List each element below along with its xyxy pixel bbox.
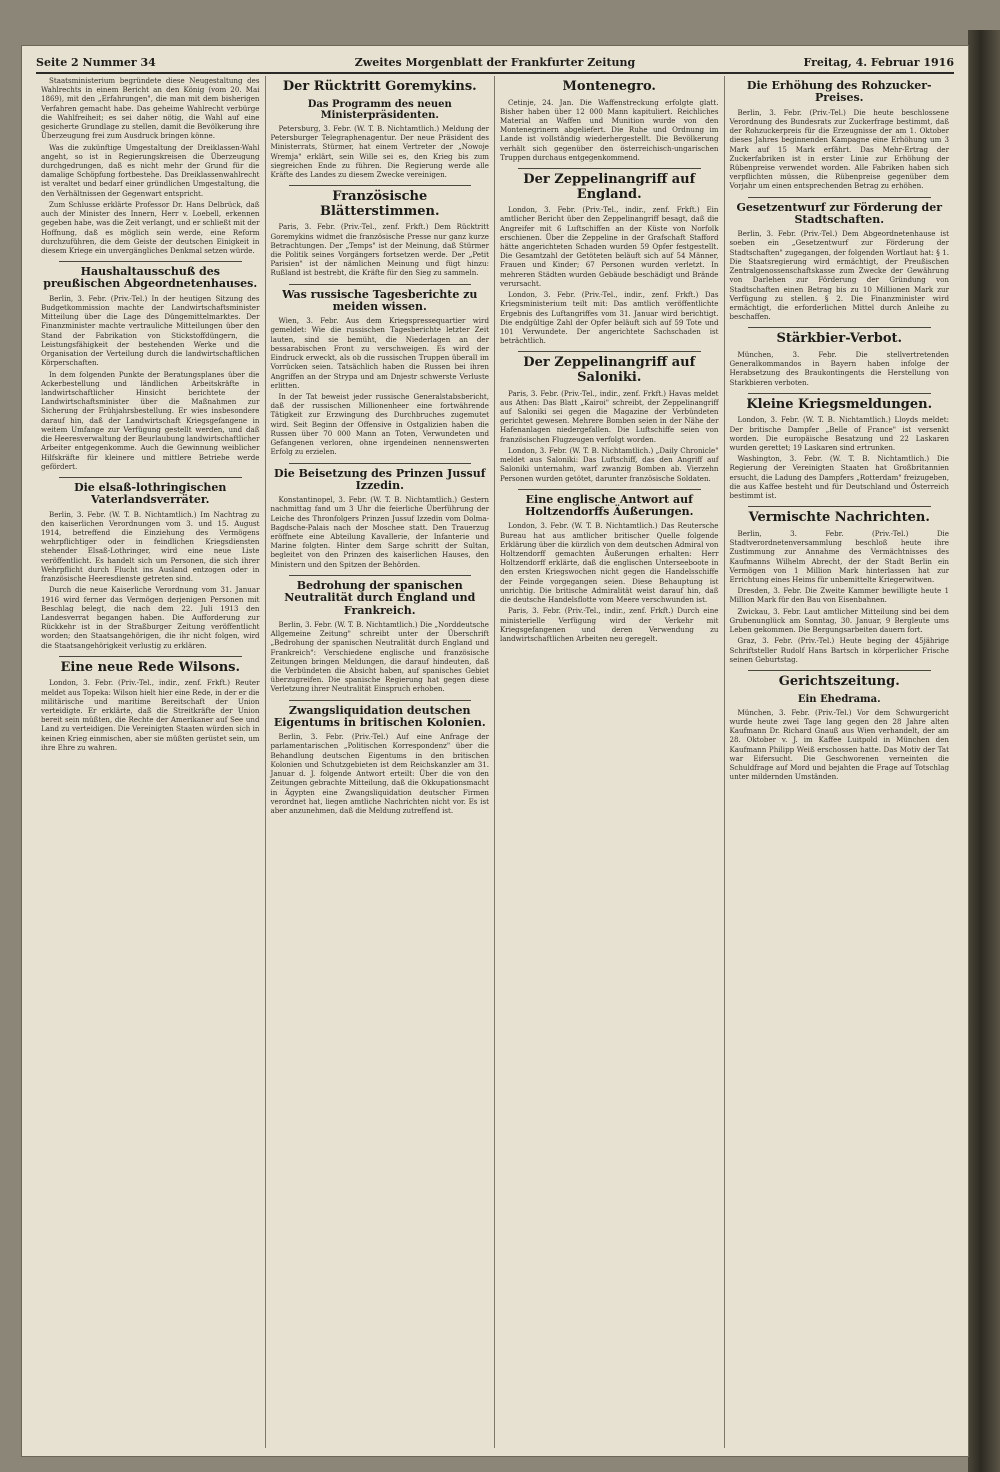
article-paragraph: Paris, 3. Febr. (Priv.-Tel., zenf. Frkft.) Dem Rücktritt Goremykins widmet die französische Presse nur ganz kurze Betrachtungen. Der „Temps" ist der Meinung, daß Stürmer die Politik seines Vorgängers fortsetzen werde. Der „Petit Parisien" ist der nämlichen Meinung und fügt hinzu: Rußland ist bestrebt, die Kräfte für den Sieg zu sammeln. [270,222,489,278]
article-paragraph: Berlin, 3. Febr. (Priv.-Tel.) Die Stadtverordnetenversammlung beschloß heute ihre Zustimmung zur Annahme des Vermächtnisses des Kaufmanns Wilhelm Abrecht, der der Stadt Berlin ein Vermögen von 1 Million Mark hinterlassen hat zur Errichtung eines Heims für unbemittelte Kriegerwitwen. [729,528,949,584]
column-3 [495,76,725,1448]
article-subheadline: Ein Ehedrama. [797,693,881,705]
article-paragraph: Paris, 3. Febr. (Priv.-Tel., indir., zenf. Frkft.) Havas meldet aus Athen: Das Blatt „Kairoi" schreibt, der Zeppelinangriff auf Saloniki sei gegen die Magazine der Verbündeten gerichtet gewesen. Mehrere Bomben seien in der Nähe der Hafenanlagen niedergefallen. Die Luftschiffe seien von französischen Flugzeugen verfolgt worden. [500,388,719,444]
article [730,670,950,781]
article-paragraph: Cetinje, 24. Jan. Die Waffenstreckung erfolgte glatt. Bisher haben über 12 000 Mann kapituliert. Reichliches Material an Waffen und Munition wurde von den Montenegrinern abgeliefert. Die Ruhe und Ordnung im Lande ist vollständig wiederhergestellt. Die Bevölkerung verhält sich gegenüber den österreichisch-ungarischen Truppen durchaus entgegenkommend. [500,97,719,162]
article-headline: Französische Blätterstimmen. [319,189,440,219]
article [500,80,719,162]
article [41,477,260,650]
article-paragraph: Zwickau, 3. Febr. Laut amtlicher Mitteilung sind bei dem Grubenunglück am Sonntag, 30. Januar, 9 Bergleute ums Leben gekommen. Die Bergungsarbeiten dauern fort. [729,606,949,635]
article-paragraph: München, 3. Febr. Die stellvertretenden Generalkommandos in Bayern haben infolge der Herabsetzung des Braukontingents die Herstellung von Starkbieren verboten. [729,349,949,387]
article-paragraph: Was die zukünftige Umgestaltung der Dreiklassen-Wahl angeht, so ist in Regierungskreisen die Überzeugung durchgedrungen, daß es nicht mehr der Grund für die damalige Schöpfung fortbestehe. Das Dreiklassenwahlrecht ist veraltet und bedarf einer gründlichen Umgestaltung, die den Verhältnissen der Gegenwart entspricht. [41,142,260,198]
article-divider [518,489,701,490]
article-headline: Die elsaß-lothringischen Vaterlandsverräter. [74,480,227,507]
article [730,197,950,322]
article-paragraph: Wien, 3. Febr. Aus dem Kriegspressequartier wird gemeldet: Wie die russischen Tagesberichte letzter Zeit lauten, sind sie bemüht, die Niederlagen an der bessarabischen Front zu verschweigen. Es wird der Eindruck erweckt, als ob die russischen Truppen überall im Vorrücken seien. Tatsächlich haben die Russen bei ihren Angriffen an der Strypa und am Dnjestr schwerste Verluste erlitten. [270,316,489,390]
article-paragraph: Paris, 3. Febr. (Priv.-Tel., indir., zenf. Frkft.) Durch eine ministerielle Verfügung wird der Verkehr mit Kriegsgefangenen und deren Verwendung zu landwirtschaftlichen Arbeiten neu geregelt. [500,606,719,643]
article-divider [289,700,472,701]
article-paragraph: London, 3. Febr. (Priv.-Tel., indir., zenf. Frkft.) Reuter meldet aus Topeka: Wilson hielt hier eine Rede, in der er die militärische und maritime Bereitschaft der Union verteidigte. Er erklärte, daß die Streitkräfte der Union bereit sein müßten, die Rechte der Amerikaner auf See und Land zu verteidigen. Die Vereinigten Staaten würden sich in keinen Krieg einmischen, aber sie müßten gerüstet sein, um ihre Ehre zu wahren. [41,678,260,752]
article-paragraph: Konstantinopel, 3. Febr. (W. T. B. Nichtamtlich.) Gestern nachmittag fand um 3 Uhr die feierliche Überführung der Leiche des Thronfolgers Prinzen Jussuf Izzedin vom Dolma-Bagdsche-Palais nach der Moschee statt. Den Trauerzug eröffnete eine Abteilung Kavallerie, der Infanterie und Marine folgten. Hinter dem Sarge schritt der Sultan, begleitet von den Prinzen des kaiserlichen Hauses, den Ministern und den Spitzen der Behörden. [270,495,489,569]
article-headline: Bedrohung der spanischen Neutralität durch England und Frankreich. [284,578,476,617]
article [41,76,260,255]
article-paragraph: Staatsministerium begründete diese Neugestaltung des Wahlrechts in einem Bericht an den König (vom 20. Mai 1869), mit den „Erfahrungen", die man mit dem bisherigen Verfahren gemacht habe. Das geheime Wahlrecht verbürge die Wahlfreiheit; es sei daher nötig, die Wahl auf eine gesicherte Grundlage zu stellen, damit die Bevölkerung ihre Überzeugung frei zum Ausdruck bringen könne. [41,76,260,141]
article-divider [59,261,242,262]
article [271,284,490,457]
article-paragraph: London, 3. Febr. (W. T. B. Nichtamtlich.) „Daily Chronicle" meldet aus Saloniki: Das Luftschiff, das den Angriff auf Saloniki unternahm, warf zwanzig Bomben ab. Vierzehn Personen wurden getötet, darunter französische Soldaten. [500,445,719,483]
article-divider [748,327,932,328]
article-subheadline: Das Programm des neuen Ministerpräsidenten. [307,98,452,121]
article-headline: Haushaltausschuß des preußischen Abgeordnetenhauses. [43,265,258,291]
article-divider [289,284,472,285]
article [500,489,719,643]
page-number: Seite 2 Nummer 34 [36,56,156,69]
article-paragraph: London, 3. Febr. (Priv.-Tel., indir., zenf. Frkft.) Das Kriegsministerium teilt mit: Das amtlich veröffentlichte Ergebnis des Luftangriffes vom 31. Januar wird berichtigt. Die endgültige Zahl der Opfer beläuft sich auf 59 Tote und 101 Verwundete. Der angerichtete Sachschaden ist beträchtlich. [500,290,719,346]
article-headline: Der Rücktritt Goremykins. [282,79,477,94]
article-headline: Der Zeppelinangriff auf England. [523,172,696,202]
article-paragraph: München, 3. Febr. (Priv.-Tel.) Vor dem Schwurgericht wurde heute zwei Tage lang gegen den 28 Jahre alten Kaufmann Dr. Richard Gnauß aus Wien verhandelt, der am 28. Oktober v. J. im Kaffee Luitpold in München den Kaufmann Philipp Weiß erschossen hatte. Das Motiv der Tat war Eifersucht. Die Geschworenen verneinten die Schuldfrage auf Mord und bejahten die Frage auf Totschlag unter mildernden Umständen. [729,707,949,782]
article-paragraph: In der Tat beweist jeder russische Generalstabsbericht, daß der russischen Millionenheer eine fortwährende Tätigkeit zur Erzwingung des Durchbruches zugemutet wird. Seit Beginn der Offensive in Ostgalizien haben die Russen über 70 000 Mann an Toten, Verwundeten und Gefangenen verloren, ohne irgendeinen nennenswerten Erfolg zu erzielen. [270,392,489,457]
article [271,575,490,694]
article-divider [518,168,701,169]
article-divider [289,463,472,464]
article-paragraph: Petersburg, 3. Febr. (W. T. B. Nichtamtlich.) Meldung der Petersburger Telegraphenagentur. Der neue Präsident des Ministerrats, Stürmer, hat einem Vertreter der „Nowoje Wremja" erklärt, sein Wille sei es, den Krieg bis zum siegreichen Ende zu führen. Die Regierung werde alle Kräfte des Landes zu diesem Zwecke vereinigen. [270,123,489,180]
book-binding-edge [968,30,1000,1472]
column-2 [266,76,496,1448]
article-headline: Eine neue Rede Wilsons. [60,659,241,675]
article-headline: Die Erhöhung des Rohzucker-Preises. [746,79,932,105]
article-headline: Eine englische Antwort auf Holtzendorffs Äußerungen. [525,492,694,519]
article-paragraph: Berlin, 3. Febr. (W. T. B. Nichtamtlich.) Im Nachtrag zu den kaiserlichen Verordnungen vom 3. und 15. August 1914, betreffend die Einziehung des Vermögens wehrpflichtiger oder in feindlichen Kriegsdiensten stehender Elsaß-Lothringer, wird eine neue Liste veröffentlicht. Es handelt sich um Personen, die sich ihrer Wehrpflicht durch Flucht ins Ausland entzogen oder in französische Heeresdienste getreten sind. [41,509,260,584]
article-headline: Vermischte Nachrichten. [748,510,930,526]
column-container [36,76,954,1448]
article-headline: Kleine Kriegsmeldungen. [746,396,933,412]
article [41,656,260,752]
article [500,168,719,345]
article [730,327,950,386]
article-divider [289,575,472,576]
column-1 [36,76,266,1448]
issue-date: Freitag, 4. Februar 1916 [803,56,954,69]
article-headline: Der Zeppelinangriff auf Saloniki. [523,355,696,385]
article-paragraph: Berlin, 3. Febr. (Priv.-Tel.) Dem Abgeordnetenhause ist soeben ein „Gesetzentwurf zur Förderung der Stadtschaften" zugegangen, der folgenden Wortlaut hat: § 1. Die Staatsregierung wird ermächtigt, der Preußischen Zentralgenossenschaftskasse zum Zwecke der Gewährung von Darlehen zur Förderung der Gründung von Stadtschaften einen Betrag bis zu 10 Millionen Mark zur Verfügung zu stellen. § 2. Die Finanzminister wird ermächtigt, die erforderlichen Mittel durch Anleihe zu beschaffen. [729,229,949,322]
newspaper-page [22,46,968,1456]
article [730,506,950,664]
article-divider [748,197,932,198]
article-paragraph: Dresden, 3. Febr. Die Zweite Kammer bewilligte heute 1 Million Mark für den Bau von Eisenbahnen. [729,586,949,605]
article-paragraph: Zum Schlusse erklärte Professor Dr. Hans Delbrück, daß auch der Minister des Innern, Herr v. Loebell, erkennen gegeben habe, was die Zeit verlangt, und er schließt mit der Hoffnung, daß es möglich sein werde, eine Reform durchzuführen, die dem Geiste der deutschen Einigkeit in diesem Kriege ein unvergängliches Denkmal setzen würde. [41,199,260,255]
newspaper-title: Zweites Morgenblatt der Frankfurter Zeitung [354,56,636,69]
article-divider [289,185,472,186]
article-headline: Montenegro. [562,79,656,94]
article-paragraph: Durch die neue Kaiserliche Verordnung vom 31. Januar 1916 wird ferner das Vermögen derjenigen Personen mit Beschlag belegt, die nach dem 22. Juli 1913 den Landesverrat begangen haben. Die Aufforderung zur Rückkehr ist in der Straßburger Zeitung veröffentlicht worden; den Staatsangehörigen, die ihr nicht folgen, wird die Staatsangehörigkeit verlustig zu erklären. [41,585,260,650]
article-paragraph: London, 3. Febr. (W. T. B. Nichtamtlich.) Lloyds meldet: Der britische Dampfer „Belle of France" ist versenkt worden. Die europäische Besatzung und 22 Laskaren wurden gerettet; 19 Laskaren sind ertrunken. [729,415,949,453]
article-paragraph: Berlin, 3. Febr. (W. T. B. Nichtamtlich.) Die „Norddeutsche Allgemeine Zeitung" schreibt unter der Überschrift „Bedrohung der spanischen Neutralität durch England und Frankreich": Verschiedene englische und französische Zeitungen bringen Meldungen, die darauf hindeuten, daß die Verbündeten die Absicht haben, auf spanisches Gebiet überzugreifen. Die spanische Regierung hat gegen diese Verletzung ihrer Neutralität Einspruch erhoben. [270,619,489,694]
article [730,80,950,191]
article-paragraph: Berlin, 3. Febr. (Priv.-Tel.) In der heutigen Sitzung des Budgetkommission machte der Landwirtschaftsminister Mitteilung über die Lage des Düngemittelmarktes. Der Finanzminister machte vertrauliche Mitteilungen über den Stand der Fabrikation von Stickstoffdüngern, die Leistungsfähigkeit der bestehenden Werke und die Organisation der Verteilung durch die landwirtschaftlichen Körperschaften. [41,293,260,368]
article-paragraph: Washington, 3. Febr. (W. T. B. Nichtamtlich.) Die Regierung der Vereinigten Staaten hat Großbritannien ersucht, die Ladung des Dampfers „Rotterdam" freizugeben, die aus Kaffee besteht und für Deutschland und Österreich bestimmt ist. [729,454,949,501]
article-headline: Was russische Tagesberichte zu meiden wissen. [282,287,478,313]
article-divider [748,506,932,507]
article-divider [748,670,932,671]
article-headline: Die Beisetzung des Prinzen Jussuf Izzedin. [274,466,486,492]
article-paragraph: Berlin, 3. Febr. (Priv.-Tel.) Die heute beschlossene Verordnung des Bundesrats zur Zuckerfrage bestimmt, daß der Rohzuckerpreis für die Erzeugnisse der am 1. Oktober dieses Jahres beginnenden Kampagne eine Erhöhung um 3 Mark auf 15 Mark erfährt. Das Mehr-Ertrag der Zuckerfabriken ist in erster Linie zur Erhöhung der Rübenpreise verwendet worden. Alle Fabriken haben sich verpflichten müssen, die Rübenpreise gegenüber dem Vorjahr um einen entsprechenden Betrag zu erhöhen. [729,107,949,191]
article-divider [59,477,242,478]
article-headline: Gesetzentwurf zur Förderung der Stadtschaften. [736,200,942,226]
article-paragraph: Berlin, 3. Febr. (Priv.-Tel.) Auf eine Anfrage der parlamentarischen „Politischen Korrespondenz" über die Behandlung deutschen Eigentums in den britischen Kolonien und Schutzgebieten ist dem Reichskanzler am 31. Januar d. J. folgende Antwort erteilt: Über die von den Zeitungen gebrachte Mitteilung, daß die Okkupationsmacht in Ägypten eine Zwangsliquidation deutscher Firmen verordnet hat, liegen amtliche Nachrichten nicht vor. Es ist aber anzunehmen, daß die Meldung zutreffend ist. [270,732,489,815]
article-paragraph: London, 3. Febr. (Priv.-Tel., indir., zenf. Frkft.) Ein amtlicher Bericht über den Zeppelinangriff besagt, daß die Angreifer mit 6 Luftschiffen an der Küste von Norfolk erschienen. Über die Zeppeline in der Grafschaft Stafford hätte angerichteten Schaden wurden 59 Opfer festgestellt. Die Gesamtzahl der Getöteten beläuft sich auf 54 Männer, Frauen und Kinder; 67 Personen wurden verletzt. In mehreren Städten wurden Gebäude beschädigt und Brände verursacht. [500,205,719,288]
article-headline: Zwangsliquidation deutschen Eigentums in britischen Kolonien. [273,703,486,729]
article-headline: Stärkbier-Verbot. [776,331,903,347]
column-4 [725,76,955,1448]
article-paragraph: Graz, 3. Febr. (Priv.-Tel.) Heute beging der 45jährige Schriftsteller Rudolf Hans Bartsch in körperlicher Frische seinen Geburtstag. [729,636,949,664]
article [730,393,950,501]
masthead [36,54,954,74]
article [271,185,490,277]
article-headline: Gerichtszeitung. [778,673,900,689]
article [41,261,260,471]
article [271,463,490,569]
article-paragraph: London, 3. Febr. (W. T. B. Nichtamtlich.) Das Reutersche Bureau hat aus amtlicher britischer Quelle folgende Erklärung über die kürzlich von dem deutschen Admiral von Holtzendorff gemachten Äußerungen erhalten: Herr Holtzendorff erklärte, daß die englischen Unterseeboote in den ersten Kriegswochen nicht gegen die Handelsschiffe der Feinde vorgegangen seien. Diese Behauptung ist unrichtig. Die britische Admiralität weist darauf hin, daß die deutsche Handelsflotte vom Meere verschwunden ist. [500,521,719,605]
article [271,80,490,179]
article-paragraph: In dem folgenden Punkte der Beratungsplanes über die Ackerbestellung und ländlichen Arbeitskräfte in landwirtschaftlicher Hinsicht berichtete der Landwirtschaftsminister über die Maßnahmen zur Sicherung der Frühjahrsbestellung. Er wies insbesondere darauf hin, daß der Landwirtschaft Kriegsgefangene in weitem Umfange zur Verfügung gestellt werden, und daß die Heeresverwaltung der Beurlaubung landwirtschaftlicher Arbeiter entgegenkomme. Auch die Gewinnung weiblicher Hilfskräfte für kleinere und mittlere Betriebe werde gefördert. [41,369,260,471]
article [500,351,719,482]
article-divider [748,393,932,394]
article-divider [518,351,701,352]
article [271,700,490,816]
article-divider [59,656,242,657]
